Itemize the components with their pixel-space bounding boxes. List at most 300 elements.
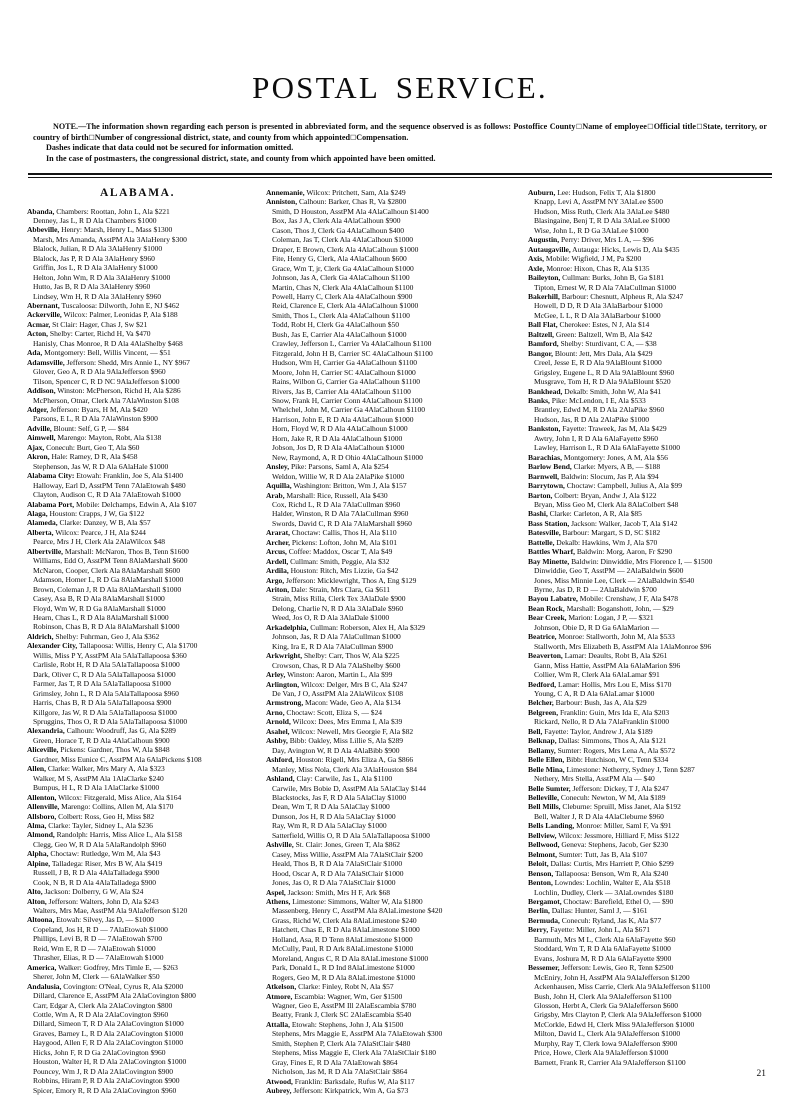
- postoffice-name: Arkadelphia,: [266, 622, 309, 632]
- postoffice-entry: [528, 453, 784, 462]
- postoffice-entry: [528, 273, 784, 282]
- postoffice-details: Mobile: Crenshaw, J F, Ala $478: [577, 594, 679, 604]
- employee-entry: Grace, Wm T, jr, Clerk Ga 4AlaCalhoun $1000: [272, 263, 414, 273]
- postoffice-details: Hale: Ramey, D R, Ala $458: [49, 452, 138, 462]
- postoffice-entry: [528, 396, 784, 405]
- employee-entry: Murphy, Ray T, Clerk Iowa 9AlaJefferson $900: [534, 1038, 678, 1048]
- postoffice-name: Belle Ellen,: [528, 755, 565, 765]
- postoffice-name: Ansley,: [266, 462, 290, 472]
- employee-entry: Swords, David C, R D Ala 7AlaMarshall $960: [272, 518, 412, 528]
- postoffice-details: Pike: McLendon, I E, Ala $533: [549, 395, 646, 405]
- postoffice-name: Banks,: [528, 395, 550, 405]
- postoffice-entry: [266, 717, 510, 726]
- employee-entry: Snow, Frank H, Carrier Conn 4AlaCalhoun $1100: [272, 395, 423, 405]
- employee-entry: Harrison, John E, R D Ala 4AlaCalhoun $1000: [272, 414, 414, 424]
- postoffice-name: Bankhead,: [528, 386, 563, 396]
- postoffice-entry: [528, 387, 784, 396]
- postoffice-details: Barbour: Chesnutt, Alpheus R, Ala $247: [559, 291, 684, 301]
- employee-entry: Reid, Wm E, R D — 7AlaEtowah $1000: [33, 943, 156, 953]
- postoffice-name: Allenville,: [27, 802, 60, 812]
- employee-entry: Strain, Miss Rilla, Clerk Tex 3AlaDale $900: [272, 594, 406, 604]
- postoffice-details: Blount: Jett, Mrs Dala, Ala $429: [552, 348, 653, 358]
- employee-entry: Manley, Miss Nola, Clerk Ala 3AlaHouston $84: [272, 764, 417, 774]
- note-paragraph-3: In the case of postmasters, the congressional district, state, and county from which appointed have been omitted.: [46, 153, 436, 163]
- postoffice-name: Beaverton,: [528, 651, 563, 661]
- employee-entry: Hudson, Wm H, Carrier Ga 4AlaCalhoun $1100: [272, 358, 418, 368]
- postoffice-entry: [528, 547, 784, 556]
- postoffice-entry: [266, 670, 510, 679]
- entry-list-1: [27, 207, 248, 1096]
- postoffice-name: Alpha,: [27, 849, 49, 859]
- postoffice-name: Atwood,: [266, 1076, 293, 1086]
- header-rule-thick: [28, 173, 772, 175]
- postoffice-details: Jackson: Walker, Jacob T, Ala $142: [569, 518, 678, 528]
- postoffice-name: Alpine,: [27, 858, 51, 868]
- postoffice-name: Barton,: [528, 490, 553, 500]
- postoffice-entry: [528, 538, 784, 547]
- employee-entry: Brown, Coleman J, R D Ala 8AlaMarshall $1000: [33, 584, 182, 594]
- postoffice-details: Conecuh: Ryland, Jas K, Ala $77: [559, 915, 662, 925]
- postoffice-name: Arnold,: [266, 717, 291, 727]
- employee-entry: Johnson, Jas A, Clerk Ga 4AlaCalhoun $1100: [272, 273, 410, 283]
- employee-entry: Massenberg, Henry C, AsstPM Ala 8AlaLimestone $420: [272, 906, 443, 916]
- employee-entry: Bell, Walter J, R D Ala 4AlaCleburne $960: [534, 811, 664, 821]
- postoffice-details: Lamar: Hollis, Mrs Lou E, Miss $170: [556, 679, 672, 689]
- postoffice-details: Washington: Britton, Wm J, Ala $157: [291, 481, 407, 491]
- postoffice-entry: [528, 878, 784, 887]
- employee-entry: Whelchel, John M, Carrier Ga 4AlaCalhoun $1100: [272, 405, 426, 415]
- postoffice-entry: [528, 784, 784, 793]
- postoffice-details: Jefferson: Dickey, T J, Ala $247: [570, 783, 669, 793]
- page-number: 21: [756, 1069, 766, 1079]
- postoffice-details: Etowah: Franklin, Joe S, Ala $1400: [74, 471, 184, 481]
- square-separator-icon: □: [88, 132, 95, 141]
- postoffice-name: America,: [27, 962, 57, 972]
- postoffice-details: Dekalb: Smith, John W, Ala $41: [562, 386, 662, 396]
- postoffice-details: Tallapoosa: Benson, Wm R, Ala $240: [553, 868, 669, 878]
- postoffice-name: Baileyton,: [528, 273, 561, 283]
- postoffice-entry: [266, 888, 510, 897]
- register-column-3: [516, 188, 800, 1067]
- employee-entry: Brantley, Edwd M, R D Ala 2AlaPike $960: [534, 405, 665, 415]
- postoffice-name: Allenton,: [27, 792, 57, 802]
- postoffice-name: Bellview,: [528, 830, 557, 840]
- postoffice-details: Dallas: Simmons, Thos A, Ala $121: [556, 736, 667, 746]
- employee-entry: Sherer, John M, Clerk — 6AlaWalker $50: [33, 972, 160, 982]
- postoffice-entry: [27, 982, 248, 991]
- postoffice-entry: [266, 727, 510, 736]
- employee-entry: Moore, John H, Carrier SC 4AlaCalhoun $1000: [272, 367, 416, 377]
- postoffice-name: Aliceville,: [27, 745, 59, 755]
- postoffice-name: Barrytown,: [528, 481, 565, 491]
- employee-entry: McCorkle, Edwd H, Clerk Miss 9AlaJefferson $1000: [534, 1019, 695, 1029]
- employee-entry: Reid, Clarence E, Clerk Ala 4AlaCalhoun $1000: [272, 301, 419, 311]
- postoffice-entry: [528, 869, 784, 878]
- postoffice-entry: [528, 840, 784, 849]
- postoffice-entry: [266, 623, 510, 632]
- masthead: [0, 0, 800, 103]
- employee-entry: Hatchett, Chas E, R D Ala 8AlaLimestone $1000: [272, 925, 420, 935]
- employee-entry: Johnson, Obie D, R D Ga 6AlaMarion —: [534, 622, 659, 632]
- postoffice-entry: [528, 850, 784, 859]
- postoffice-entry: [266, 1077, 510, 1086]
- postoffice-entry: [528, 472, 784, 481]
- postoffice-entry: [528, 604, 784, 613]
- employee-entry: New, Raymond, A, R D Ohio 4AlaCalhoun $1000: [272, 452, 423, 462]
- postoffice-entry: [528, 963, 784, 972]
- employee-entry: Glosson, Herbt A, Clerk Ga 9AlaJefferson $600: [534, 1000, 679, 1010]
- postoffice-entry: [528, 831, 784, 840]
- note-paragraph-1: [33, 122, 767, 143]
- postoffice-entry: [266, 197, 510, 206]
- postoffice-entry: [266, 680, 510, 689]
- postoffice-name: Ada,: [27, 348, 43, 358]
- postoffice-name: Ashland,: [266, 774, 295, 784]
- postoffice-details: Bibb: Hutchison, W C, Tenn $334: [564, 755, 669, 765]
- postoffice-name: Almond,: [27, 830, 55, 840]
- postoffice-name: Bermuda,: [528, 915, 560, 925]
- postoffice-name: Autaugaville,: [528, 244, 571, 254]
- postoffice-details: Geneva: Stephens, Jacob, Ger $230: [559, 840, 668, 850]
- state-heading: ALABAMA.: [99, 187, 176, 199]
- postoffice-entry: [266, 992, 510, 1001]
- employee-entry: Walker, M S, AsstPM Ala 1AlaClarke $240: [33, 773, 164, 783]
- postoffice-name: Aldrich,: [27, 631, 54, 641]
- postoffice-name: Bell,: [528, 726, 543, 736]
- postoffice-name: Ardila,: [266, 566, 289, 576]
- postoffice-details: Cherokee: Estes, N J, Ala $14: [557, 320, 650, 330]
- postoffice-name: Bedford,: [528, 679, 557, 689]
- postoffice-entry: [528, 557, 784, 566]
- employee-entry: Casey, Asa B, R D Ala 8AlaMarshall $1000: [33, 594, 165, 604]
- postoffice-entry: [27, 632, 248, 641]
- employee-entry: Lochlin, Dudley, Clerk — 3AlaLowndes $180: [534, 887, 674, 897]
- employee-entry: Knapp, Levi A, AsstPM NY 3AlaLee $500: [534, 197, 663, 207]
- employee-entry: Robbins, Hiram P, R D Ala 2AlaCovington $900: [33, 1076, 180, 1086]
- postoffice-entry: [27, 433, 248, 442]
- employee-entry: Price, Howe, Clerk Ala 9AlaJefferson $1000: [534, 1048, 669, 1058]
- employee-entry: Weed, Jos O, R D Ala 3AlaDale $1000: [272, 613, 390, 623]
- postoffice-entry: [528, 339, 784, 348]
- postoffice-entry: [266, 1020, 510, 1029]
- employee-entry: Carlisle, Robt H, R D Ala 5AlaTallapoosa $1000: [33, 660, 180, 670]
- postoffice-name: Belleville,: [528, 793, 560, 802]
- postoffice-name: Barachias,: [528, 452, 562, 462]
- postoffice-details: Monroe: Hixon, Chas R, Ala $135: [544, 263, 650, 273]
- employee-entry: Milton, David L, Clerk Ala 9AlaJefferson $1000: [534, 1029, 681, 1039]
- employee-entry: Parsons, E L, R D Ala 7AlaWinston $900: [33, 414, 158, 424]
- postoffice-name: Abbeville,: [27, 225, 60, 235]
- postoffice-entry: [528, 906, 784, 915]
- employee-entry: King, Ira E, R D Ala 7AlaCullman $900: [272, 641, 394, 651]
- postoffice-details: Fayette: Traweek, Jas M, Ala $429: [560, 424, 667, 434]
- employee-entry: Stephenson, Jas W, R D Ala 6AlaHale $1000: [33, 461, 169, 471]
- entry-list-2: [266, 188, 510, 1096]
- postoffice-entry: [528, 765, 784, 774]
- postoffice-details: Shelby: Fuhrman, Geo J, Ala $362: [53, 631, 160, 641]
- postoffice-entry: [528, 802, 784, 811]
- postoffice-name: Bessemer,: [528, 963, 560, 973]
- postoffice-entry: [266, 897, 510, 906]
- employee-entry: Graves, Barney L, R D Ala 2AlaCovington $1000: [33, 1028, 184, 1038]
- postoffice-entry: [27, 726, 248, 735]
- employee-entry: Williams, Edd O, AsstPM Tenn 8AlaMarshall $600: [33, 556, 188, 566]
- postoffice-entry: [27, 471, 248, 480]
- postoffice-name: Atmore,: [266, 991, 293, 1001]
- employee-entry: Crawley, Jefferson L, Carrier Va 4AlaCalhoun $1100: [272, 339, 432, 349]
- postoffice-name: Ajax,: [27, 442, 45, 452]
- postoffice-details: Chambers: Roottan, John L, Ala $221: [54, 206, 170, 216]
- postoffice-details: Talladega: Riser, Mrs B W, Ala $419: [50, 858, 163, 868]
- employee-entry: Jones, Miss Minnie Lee, Clerk — 2AlaBaldwin $540: [534, 575, 695, 585]
- postoffice-name: Axle,: [528, 263, 545, 273]
- postoffice-entry: [266, 188, 510, 197]
- postoffice-entry: [528, 320, 784, 329]
- employee-entry: Hicks, John F, R D Ga 2AlaCovington $960: [33, 1047, 166, 1057]
- employee-entry: Copeland, Jos H, R D — 7AlaEtowah $1000: [33, 924, 168, 934]
- postoffice-details: Coffee: Maddox, Oscar T, Ala $49: [286, 547, 393, 557]
- postoffice-entry: [528, 613, 784, 622]
- employee-entry: Creel, Jesse E, R D Ala 9AlaBlount $1000: [534, 358, 662, 368]
- postoffice-details: Jefferson: Micklewright, Thos A, Eng $129: [284, 575, 417, 585]
- postoffice-name: Aimwell,: [27, 433, 56, 443]
- employee-entry: McNaron, Cooper, Clerk Ala 8AlaMarshall $600: [33, 565, 180, 575]
- postoffice-entry: [27, 887, 248, 896]
- postoffice-details: Colbert: Ross, Geo H, Miss $82: [56, 811, 155, 821]
- postoffice-name: Alameda,: [27, 518, 58, 528]
- employee-entry: Stoddard, Wm T, R D Ala 6AlaFayette $1000: [534, 944, 671, 954]
- employee-entry: McPherson, Otnar, Clerk Ala 7AlaWinston $108: [33, 395, 179, 405]
- employee-entry: Moreland, Angus C, R D Ala 8AlaLimestone $1000: [272, 953, 429, 963]
- postoffice-details: Montgomery: Jones, A M, Ala $56: [561, 452, 668, 462]
- postoffice-entry: [266, 708, 510, 717]
- postoffice-name: Armstrong,: [266, 698, 304, 708]
- postoffice-entry: [528, 491, 784, 500]
- postoffice-entry: [27, 207, 248, 216]
- employee-entry: Grigsley, Eugene L, R D Ala 9AlaBlount $960: [534, 367, 675, 377]
- note-text-c: Official title: [653, 122, 696, 131]
- postoffice-entry: [27, 320, 248, 329]
- postoffice-name: Alexandria,: [27, 726, 65, 736]
- register-column-1: [0, 188, 254, 1095]
- postoffice-entry: [528, 727, 784, 736]
- postoffice-entry: [266, 982, 510, 991]
- employee-entry: Smith, Thos L, Clerk Ala 4AlaCalhoun $1100: [272, 310, 410, 320]
- employee-entry: McCully, Paul, R D Ark 8AlaLimestone $1000: [272, 944, 414, 954]
- employee-entry: Rivers, Jas B, Carrier Ala 4AlaCalhoun $1100: [272, 386, 411, 396]
- postoffice-details: Jefferson: Byars, H M, Ala $420: [48, 405, 148, 415]
- postoffice-entry: [27, 793, 248, 802]
- postoffice-name: Bayou Labatre,: [528, 594, 578, 604]
- postoffice-name: Ashford,: [266, 755, 295, 765]
- postoffice-entry: [27, 310, 248, 319]
- postoffice-details: Dallas: Hunter, Saml J, — $161: [549, 906, 648, 916]
- employee-entry: McGee, L L, R D Ala 3AlaBarbour $1000: [534, 310, 661, 320]
- postoffice-name: Adger,: [27, 405, 49, 415]
- postoffice-details: Clarke: Danzey, W B, Ala $57: [57, 518, 151, 528]
- postoffice-details: Tuscaloosa: Dilworth, John E, NJ $462: [59, 301, 180, 311]
- employee-entry: Bush, Jas E, Carrier Ala 4AlaCalhoun $1000: [272, 329, 407, 339]
- postoffice-name: Arley,: [266, 670, 286, 680]
- employee-entry: Hutto, Jas B, R D Ala 3AlaHenry $960: [33, 282, 151, 292]
- employee-entry: Clayton, Audison C, R D Ala 7AlaEtowah $1000: [33, 490, 181, 500]
- postoffice-details: Jackson: Dolberry, G W, Ala $24: [42, 887, 144, 897]
- employee-entry: Halder, Winston, R D Ala 7AlaCullman $960: [272, 509, 409, 519]
- postoffice-entry: [528, 245, 784, 254]
- postoffice-entry: [27, 358, 248, 367]
- employee-entry: Dunson, Jos H, R D Ala 5AlaClay $1000: [272, 811, 396, 821]
- postoffice-entry: [528, 708, 784, 717]
- postoffice-details: Choctaw: Rutledge, Wm M, Ala $43: [48, 849, 161, 859]
- postoffice-entry: [27, 745, 248, 754]
- postoffice-name: Benton,: [528, 878, 553, 888]
- postoffice-details: Marengo: Collins, Allen M, Ala $170: [59, 802, 174, 812]
- postoffice-details: Shelby: Carr, Thos W, Ala $225: [302, 651, 400, 661]
- employee-entry: Rains, Wilbon G, Carrier Ga 4AlaCalhoun $1100: [272, 377, 421, 387]
- employee-entry: Glover, Geo A, R D Ala 9AlaJefferson $960: [33, 367, 166, 377]
- postoffice-name: Arno,: [266, 707, 285, 717]
- postoffice-entry: [528, 755, 784, 764]
- postoffice-details: Monroe: Miller, Saml F, Va $91: [574, 821, 672, 831]
- postoffice-entry: [266, 736, 510, 745]
- postoffice-name: Arcus,: [266, 547, 287, 557]
- postoffice-details: Fayette: Miller, John L, Ala $671: [548, 925, 650, 935]
- postoffice-entry: [266, 585, 510, 594]
- employee-entry: Blalock, Jas P, R D Ala 3AlaHenry $960: [33, 253, 155, 263]
- postoffice-entry: [266, 528, 510, 537]
- employee-entry: Dinwiddie, Geo T, AsstPM — 2AlaBaldwin $600: [534, 566, 684, 576]
- employee-entry: Marsh, Mrs Amanda, AsstPM Ala 3AlaHenry $300: [33, 234, 187, 244]
- postoffice-name: Berlin,: [528, 906, 550, 916]
- employee-entry: Heald, Thos B, R D Ala 7AlaStClair $1000: [272, 859, 403, 869]
- postoffice-details: Calhoun: Barker, Chas R, Va $2800: [297, 197, 407, 207]
- postoffice-details: Cullman: Smith, Peggie, Ala $32: [288, 556, 390, 566]
- postoffice-name: Alto,: [27, 887, 43, 897]
- employee-entry: Spruggins, Thos O, R D Ala 5AlaTallapoosa $1000: [33, 716, 188, 726]
- employee-entry: Ackenhausen, Miss Carrie, Clerk Ala 9AlaJefferson $1100: [534, 982, 711, 992]
- postoffice-name: Bell Mills,: [528, 802, 561, 812]
- postoffice-entry: [266, 538, 510, 547]
- employee-entry: Denney, Jas L, R D Ala Chambers $1000: [33, 215, 157, 225]
- postoffice-details: Wilcox: Newell, Mrs Georgie F, Ala $82: [289, 726, 414, 736]
- postoffice-name: Aspel,: [266, 887, 286, 897]
- postoffice-name: Batesville,: [528, 528, 561, 538]
- postoffice-details: Mobile: Delchamps, Edwin A, Ala $107: [74, 499, 197, 509]
- employee-entry: Clegg, Geo W, R D Ala 5AlaRandolph $960: [33, 839, 167, 849]
- postoffice-details: Limestone: Netherry, Sydney J, Tenn $287: [564, 764, 695, 774]
- employee-entry: Walters, Mrs Mae, AsstPM Ala 9AlaJefferson $120: [33, 906, 188, 916]
- employee-entry: Beatty, Frank J, Clerk SC 2AlaEscambia $540: [272, 1010, 412, 1020]
- employee-entry: Pouncey, Wm J, R D Ala 2AlaCovington $900: [33, 1066, 174, 1076]
- postoffice-entry: [27, 443, 248, 452]
- postoffice-details: Sumter: Tutt, Jas B, Ala $107: [556, 849, 648, 859]
- postoffice-entry: [27, 830, 248, 839]
- postoffice-details: Cullman: Roberson, Alex H, Ala $329: [308, 622, 425, 632]
- postoffice-details: Choctaw: Barefield, Ethel O, — $90: [561, 896, 674, 906]
- employee-entry: Delong, Charlie N, R D Ala 3AlaDale $960: [272, 603, 404, 613]
- employee-entry: Grimsley, John L, R D Ala 5AlaTallapoosa $960: [33, 688, 179, 698]
- employee-entry: Blackstocks, Jas F, R D Ala 5AlaClay $1000: [272, 793, 407, 802]
- postoffice-name: Bellamy,: [528, 745, 556, 755]
- postoffice-details: Baldwin: Slocum, Jas P, Ala $94: [559, 471, 659, 481]
- employee-entry: Farmer, Jas T, R D Ala 5AlaTallapoosa $1000: [33, 679, 171, 689]
- postoffice-name: Bangor,: [528, 348, 553, 358]
- postoffice-name: Addison,: [27, 386, 56, 396]
- postoffice-details: Autauga: Hicks, Lewis D, Ala $435: [570, 244, 680, 254]
- postoffice-details: Winston: Aaron, Martin L, Ala $99: [285, 670, 393, 680]
- postoffice-name: Alabama Port,: [27, 499, 75, 509]
- employee-entry: Jobson, Jos D, R D Ala 4AlaCalhoun $1000: [272, 443, 405, 453]
- employee-entry: Horn, Jake R, R D Ala 4AlaCalhoun $1000: [272, 433, 403, 443]
- employee-entry: Horn, Floyd W, R D Ala 4AlaCalhoun $1000: [272, 424, 408, 434]
- postoffice-name: Annemanie,: [266, 188, 305, 197]
- postoffice-name: Arlington,: [266, 679, 300, 689]
- employee-entry: Park, Donald L, R D Ind 8AlaLimestone $1000: [272, 963, 415, 973]
- employee-entry: Hudson, Miss Ruth, Clerk Ala 3AlaLee $480: [534, 206, 670, 216]
- postoffice-name: Allsboro,: [27, 811, 57, 821]
- postoffice-entry: [27, 348, 248, 357]
- postoffice-details: Fayette: Taylor, Andrew J, Ala $189: [542, 726, 653, 736]
- employee-entry: Lawley, Harrison L, R D Ala 6AlaFayette $1000: [534, 443, 680, 453]
- employee-entry: Byrne, Jas D, R D — 2AlaBaldwin $700: [534, 585, 657, 595]
- postoffice-entry: [27, 500, 248, 509]
- entry-list-3: [528, 188, 784, 1067]
- employee-entry: Blasingaine, Benj T, R D Ala 3AlaLee $1000: [534, 216, 670, 226]
- postoffice-entry: [266, 774, 510, 783]
- page-title: POSTAL SERVICE.: [252, 70, 548, 105]
- employee-entry: Helton, John Wm, R D Ala 3AlaHenry $1000: [33, 272, 171, 282]
- postoffice-details: Wilcox: Dees, Mrs Emma I, Ala $39: [290, 717, 403, 727]
- employee-entry: Box, Jas J A, Clerk Ala 4AlaCalhoun $900: [272, 216, 401, 226]
- postoffice-details: Wilcox: Fitzgerald, Miss Alice, Ala $164: [56, 792, 182, 802]
- postoffice-name: Alabama City:: [27, 471, 75, 481]
- employee-entry: Collier, Wm R, Clerk Ala 6AlaLamar $91: [534, 670, 660, 680]
- note-text-d: State, territory, or country of birth: [33, 122, 767, 142]
- postoffice-name: Belle Mina,: [528, 764, 565, 774]
- postoffice-name: Akron,: [27, 452, 50, 462]
- postoffice-entry: [266, 566, 510, 575]
- postoffice-details: Marshall: McNaron, Thos B, Tenn $1600: [63, 546, 189, 556]
- employee-entry: Satterfield, Willis O, R D Ala 5AlaTallapoosa $1000: [272, 830, 430, 840]
- postoffice-details: Pike: Parsons, Saml A, Ala $254: [289, 462, 389, 472]
- note-text-b: Name of employee: [582, 122, 647, 131]
- employee-entry: Cook, N B, R D Ala 4AlaTalladega $900: [33, 877, 157, 887]
- postoffice-entry: [528, 481, 784, 490]
- employee-entry: Haygood, Allen F, R D Ala 2AlaCovington $1000: [33, 1038, 184, 1048]
- postoffice-name: Bakerhill,: [528, 291, 560, 301]
- postoffice-name: Augustin,: [528, 235, 560, 245]
- postoffice-entry: [27, 329, 248, 338]
- employee-entry: Holland, Asa, R D Tenn 8AlaLimestone $1000: [272, 934, 413, 944]
- postoffice-details: Jefferson: Kirkpatrick, Wm A, Ga $73: [291, 1086, 409, 1096]
- postoffice-details: Henry: Marsh, Henry L, Mass $1300: [59, 225, 173, 235]
- postoffice-entry: [528, 594, 784, 603]
- postoffice-name: Baltzell,: [528, 329, 555, 339]
- postoffice-name: Bergamot,: [528, 896, 562, 906]
- postoffice-entry: [27, 528, 248, 537]
- employee-entry: Cason, Thos J, Clerk Ga 4AlaCalhoun $400: [272, 225, 404, 235]
- employee-entry: Weldon, Willie W, R D Ala 2AlaPike $1000: [272, 471, 405, 481]
- employee-entry: Stephens, Miss Maggie E, Clerk Ala 7AlaStClair $180: [272, 1048, 436, 1058]
- postoffice-entry: [266, 755, 510, 764]
- postoffice-name: Bass Station,: [528, 518, 570, 528]
- postoffice-details: Wilcox: Delger, Mrs B C, Ala $247: [299, 679, 408, 689]
- postoffice-name: Ackerville,: [27, 310, 62, 320]
- postoffice-entry: [27, 859, 248, 868]
- postoffice-entry: [27, 915, 248, 924]
- employee-entry: Evans, Joshura M, R D Ala 6AlaFayette $900: [534, 953, 672, 963]
- employee-entry: Robinson, Chas B, R D Ala 8AlaMarshall $1000: [33, 622, 180, 632]
